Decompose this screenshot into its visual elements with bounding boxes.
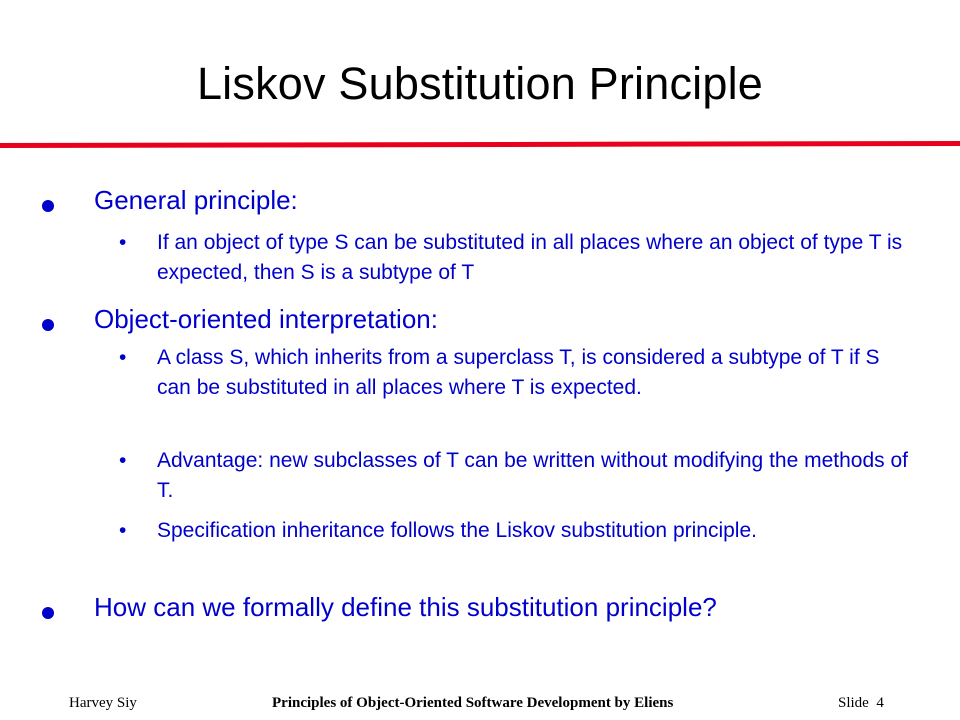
slide-label: Slide xyxy=(838,695,869,711)
footer-slide-number xyxy=(838,694,884,712)
bullet-marker xyxy=(42,607,54,619)
sub-bullet-marker: • xyxy=(119,449,127,472)
sub-bullet-text: Specification inheritance follows the Liskov substitution principle. xyxy=(157,519,757,542)
bullet-text: General principle: xyxy=(94,185,298,215)
bullet-marker xyxy=(42,319,54,331)
slide-title: Liskov Substitution Principle xyxy=(196,58,764,109)
sub-bullet-marker: • xyxy=(119,346,127,369)
bullet-text: How can we formally define this substitution principle? xyxy=(94,592,717,622)
footer-course-title: Principles of Object-Oriented Software Development by Eliens xyxy=(272,695,674,711)
sub-bullet-text: If an object of type S can be substituted in all places where an object of type T is expected, then S is a subtype of T xyxy=(157,231,903,284)
sub-bullet-marker: • xyxy=(119,231,127,254)
sub-bullet-marker: • xyxy=(119,519,127,542)
title-underline xyxy=(0,141,960,148)
bullet-marker xyxy=(42,200,54,212)
bullet-text: Object-oriented interpretation: xyxy=(94,304,438,334)
sub-bullet-text: Advantage: new subclasses of T can be written without modifying the methods of T. xyxy=(157,449,908,502)
footer-author: Harvey Siy xyxy=(69,695,137,711)
slide-number: 4 xyxy=(876,695,884,711)
sub-bullet-text: A class S, which inherits from a superclass T, is considered a subtype of T if S can be substituted in all places where T is expected. xyxy=(157,346,880,399)
